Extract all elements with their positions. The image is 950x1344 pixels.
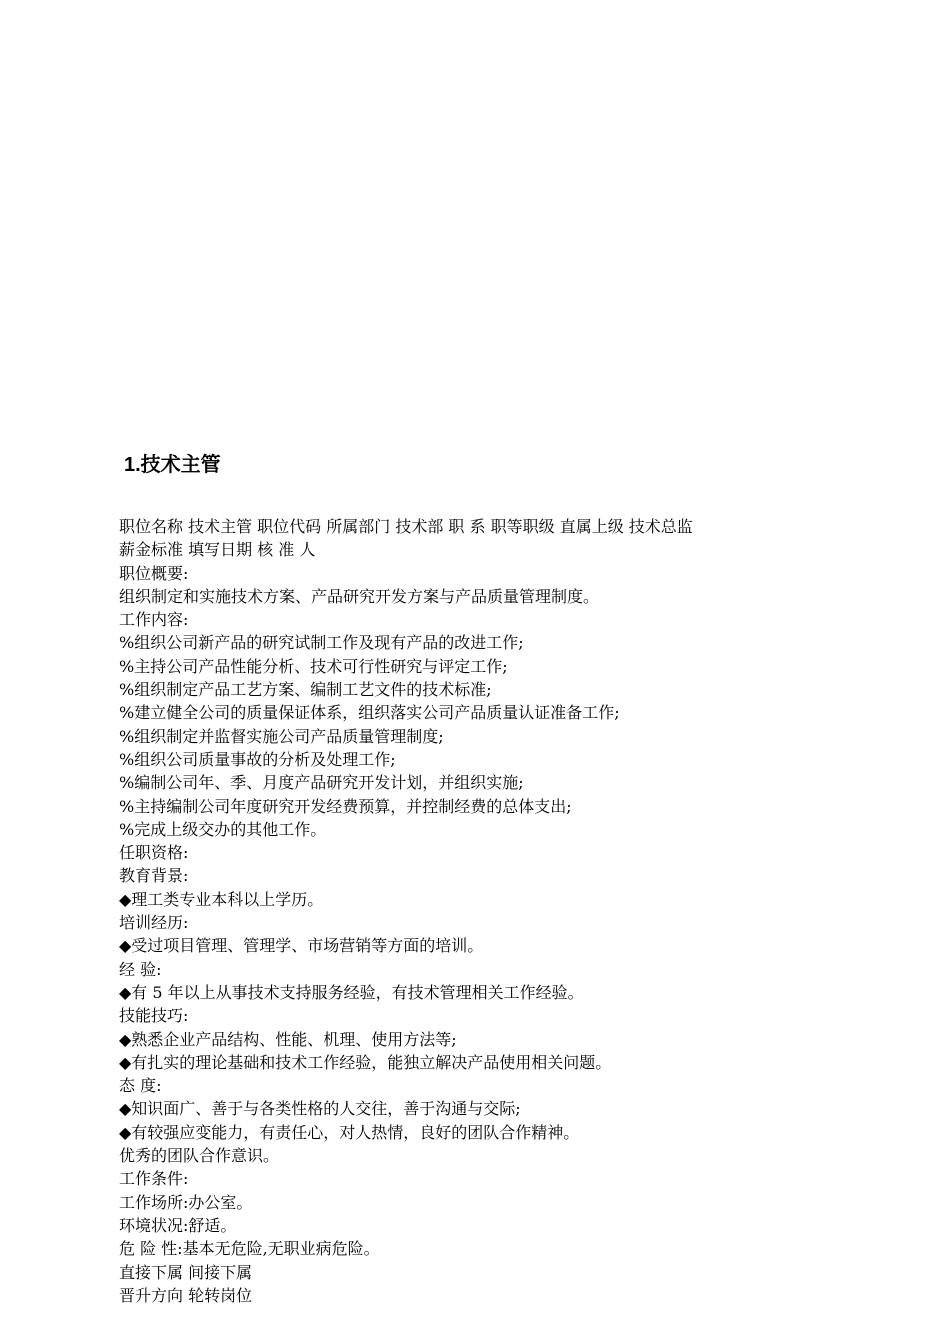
line-bullet-item: ◆熟悉企业产品结构、性能、机理、使用方法等; bbox=[119, 1029, 457, 1049]
line-environment: 环境状况:舒适。 bbox=[119, 1215, 237, 1235]
line-attitude-label: 态 度: bbox=[119, 1076, 162, 1096]
line-experience-label: 经 验: bbox=[119, 959, 162, 979]
line-bullet-item: ◆理工类专业本科以上学历。 bbox=[119, 889, 324, 909]
line-duty-item: %组织公司质量事故的分析及处理工作; bbox=[119, 749, 396, 769]
line-duty-item: %编制公司年、季、月度产品研究开发计划，并组织实施; bbox=[119, 773, 524, 793]
line-duty-item: %主持编制公司年度研究开发经费预算，并控制经费的总体支出; bbox=[119, 796, 572, 816]
line-bullet-item: ◆受过项目管理、管理学、市场营销等方面的培训。 bbox=[119, 936, 484, 956]
line-subordinates: 直接下属 间接下属 bbox=[119, 1262, 253, 1282]
line-bullet-item: ◆有扎实的理论基础和技术工作经验，能独立解决产品使用相关问题。 bbox=[119, 1052, 612, 1072]
line-summary-label: 职位概要: bbox=[119, 563, 189, 583]
line-salary-info: 薪金标准 填写日期 核 准 人 bbox=[119, 540, 316, 560]
line-duty-item: %主持公司产品性能分析、技术可行性研究与评定工作; bbox=[119, 656, 508, 676]
line-job-info: 职位名称 技术主管 职位代码 所属部门 技术部 职 系 职等职级 直属上级 技术总监 bbox=[119, 517, 693, 536]
line-skills-label: 技能技巧: bbox=[119, 1006, 189, 1026]
document-body bbox=[119, 515, 879, 1307]
line-training-label: 培训经历: bbox=[119, 913, 189, 933]
line-conditions-label: 工作条件: bbox=[119, 1169, 189, 1189]
line-duty-item: %组织制定并监督实施公司产品质量管理制度; bbox=[119, 726, 444, 746]
line-duty-item: %建立健全公司的质量保证体系，组织落实公司产品质量认证准备工作; bbox=[119, 703, 620, 723]
line-duties-label: 工作内容: bbox=[119, 610, 189, 630]
line-workplace: 工作场所:办公室。 bbox=[119, 1192, 253, 1212]
line-qualifications-label: 任职资格: bbox=[119, 843, 189, 863]
line-duty-item: %组织制定产品工艺方案、编制工艺文件的技术标准; bbox=[119, 680, 492, 700]
section-heading: 1.技术主管 bbox=[124, 454, 221, 476]
line-duty-item: %组织公司新产品的研究试制工作及现有产品的改进工作; bbox=[119, 633, 524, 653]
line-bullet-item: ◆知识面广、善于与各类性格的人交往，善于沟通与交际; bbox=[119, 1099, 521, 1119]
line-risk: 危 险 性:基本无危险,无职业病危险。 bbox=[119, 1239, 380, 1259]
line-attitude-note: 优秀的团队合作意识。 bbox=[119, 1146, 280, 1166]
line-summary-text: 组织制定和实施技术方案、产品研究开发方案与产品质量管理制度。 bbox=[119, 586, 600, 606]
line-bullet-item: ◆有 5 年以上从事技术支持服务经验，有技术管理相关工作经验。 bbox=[119, 982, 584, 1002]
line-promotion: 晋升方向 轮转岗位 bbox=[119, 1285, 253, 1305]
line-bullet-item: ◆有较强应变能力，有责任心，对人热情，良好的团队合作精神。 bbox=[119, 1122, 580, 1142]
line-duty-item: %完成上级交办的其他工作。 bbox=[119, 819, 327, 839]
line-education-label: 教育背景: bbox=[119, 866, 189, 886]
